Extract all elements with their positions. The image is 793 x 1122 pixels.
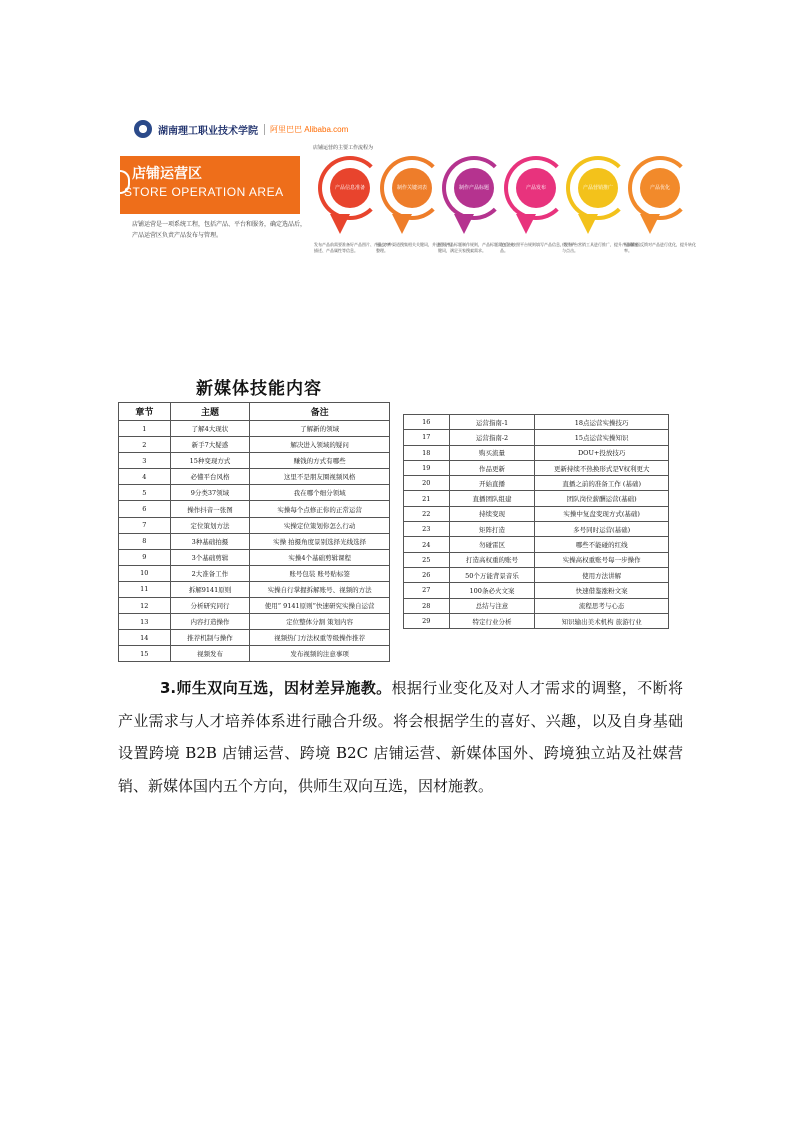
workflow-step xyxy=(438,156,514,276)
cell-topic: 购买流量 xyxy=(449,445,535,460)
table-row xyxy=(119,453,390,469)
cell-note: 实操中复盘变现方式(基础) xyxy=(535,506,669,521)
cell-topic: 2大准备工作 xyxy=(170,565,250,581)
step-arrow-icon xyxy=(454,214,474,234)
cell-topic: 新手7大疑惑 xyxy=(170,437,250,453)
step-label: 产品营销推广 xyxy=(578,168,618,208)
table-row xyxy=(404,583,669,598)
cell-note: 发布视频的注意事项 xyxy=(250,646,390,662)
cell-note: 定位整体分割 策划内容 xyxy=(250,614,390,630)
cell-note: 赚钱的方式有哪些 xyxy=(250,453,390,469)
cell-topic: 拆解9141原则 xyxy=(170,581,250,597)
table-row xyxy=(119,614,390,630)
logo-row xyxy=(134,120,348,138)
step-arrow-icon xyxy=(330,214,350,234)
paragraph-lead: 3.师生双向互选，因材差异施教。 xyxy=(160,679,392,697)
cell-topic: 持续变现 xyxy=(449,506,535,521)
cell-topic: 矩阵打造 xyxy=(449,522,535,537)
cell-chapter: 11 xyxy=(119,581,171,597)
table-row xyxy=(119,485,390,501)
table-row xyxy=(119,581,390,597)
cell-topic: 运营指南-1 xyxy=(449,415,535,430)
step-arrow-icon xyxy=(516,214,536,234)
table-row xyxy=(404,476,669,491)
store-operation-banner xyxy=(120,96,696,376)
cell-topic: 3种基础拍摄 xyxy=(170,533,250,549)
cell-note: 多号同时运营(基础) xyxy=(535,522,669,537)
cell-chapter: 23 xyxy=(404,522,450,537)
cell-chapter: 2 xyxy=(119,437,171,453)
table-row xyxy=(404,598,669,613)
banner-description: 店铺运营是一项系统工程，包括产品、平台和服务，确定选品后，产品运营区负责产品发布与管理。 xyxy=(132,222,307,239)
cell-chapter: 13 xyxy=(119,614,171,630)
cell-topic: 运营指南-2 xyxy=(449,430,535,445)
step-label: 产品信息准备 xyxy=(330,168,370,208)
table-title: 新媒体技能内容 xyxy=(196,379,322,399)
cell-topic: 必懂平台风格 xyxy=(170,469,250,485)
table-row xyxy=(404,537,669,552)
step-label: 产品优化 xyxy=(640,168,680,208)
step-label: 产品发布 xyxy=(516,168,556,208)
table-row xyxy=(404,445,669,460)
table-row xyxy=(119,598,390,614)
workflow-step xyxy=(376,156,452,276)
cell-chapter: 6 xyxy=(119,501,171,517)
store-operation-box xyxy=(120,156,300,214)
cell-chapter: 17 xyxy=(404,430,450,445)
step-caption: 根据产品标题制作规则，产品标题需包含关键词，满足买家搜索需求。 xyxy=(438,242,514,253)
cell-chapter: 16 xyxy=(404,415,450,430)
cell-chapter: 24 xyxy=(404,537,450,552)
table-row xyxy=(404,491,669,506)
table-row xyxy=(404,430,669,445)
skills-table-right xyxy=(403,414,669,629)
cell-topic: 分析研究同行 xyxy=(170,598,250,614)
step-caption: 使用平台营销工具进行推广，提升产品曝光与点击。 xyxy=(562,242,638,253)
cell-note: 知识输出美术机构 旅游行业 xyxy=(535,613,669,628)
cell-topic: 50个万能背景音乐 xyxy=(449,567,535,582)
cell-chapter: 10 xyxy=(119,565,171,581)
step-arrow-icon xyxy=(578,214,598,234)
cell-note: 使用方法讲解 xyxy=(535,567,669,582)
cell-topic: 打造高权重的账号 xyxy=(449,552,535,567)
cell-note: 18点运营实操技巧 xyxy=(535,415,669,430)
cell-note: 15点运营实操知识 xyxy=(535,430,669,445)
cell-chapter: 14 xyxy=(119,630,171,646)
cell-note: 使用” 9141原则”快速研究实操自运营 xyxy=(250,598,390,614)
cell-chapter: 19 xyxy=(404,460,450,475)
cell-chapter: 18 xyxy=(404,445,450,460)
cell-chapter: 9 xyxy=(119,549,171,565)
step-caption: 在后台按照平台规则填写产品信息，发布产品。 xyxy=(500,242,576,253)
cell-chapter: 1 xyxy=(119,421,171,437)
table-row xyxy=(404,506,669,521)
step-label: 制作关键词表 xyxy=(392,168,432,208)
cell-note: 实操自行掌握拆解账号、视频的方法 xyxy=(250,581,390,597)
table-row xyxy=(404,552,669,567)
cell-topic: 操作抖音一张图 xyxy=(170,501,250,517)
alibaba-logo: 阿里巴巴 Alibaba.com xyxy=(264,124,348,135)
cell-note: 哪些不能碰的红线 xyxy=(535,537,669,552)
cell-topic: 9分类37领域 xyxy=(170,485,250,501)
header-chapter: 章节 xyxy=(119,403,171,421)
header-note: 备注 xyxy=(250,403,390,421)
workflow-step xyxy=(314,156,390,276)
cell-chapter: 25 xyxy=(404,552,450,567)
cell-note: 团队岗位薪酬运营(基础) xyxy=(535,491,669,506)
cell-chapter: 12 xyxy=(119,598,171,614)
cell-chapter: 7 xyxy=(119,517,171,533)
cell-note: DOU+投放技巧 xyxy=(535,445,669,460)
school-name: 湖南理工职业技术学院 xyxy=(158,125,258,137)
table-row xyxy=(119,630,390,646)
cell-topic: 3个基础剪辑 xyxy=(170,549,250,565)
cell-topic: 开始直播 xyxy=(449,476,535,491)
cell-note: 快速借鉴涨粉文案 xyxy=(535,583,669,598)
cell-chapter: 29 xyxy=(404,613,450,628)
cell-note: 实操高权重账号每一步操作 xyxy=(535,552,669,567)
box-title: 店铺运营区 xyxy=(132,165,202,181)
cell-topic: 直播团队组建 xyxy=(449,491,535,506)
table-row xyxy=(119,437,390,453)
table-row xyxy=(119,421,390,437)
cell-chapter: 27 xyxy=(404,583,450,598)
cell-chapter: 15 xyxy=(119,646,171,662)
cell-chapter: 22 xyxy=(404,506,450,521)
cell-note: 实操 拍摄角度景别选择光线选择 xyxy=(250,533,390,549)
cell-note: 实操定位策划你怎么行动 xyxy=(250,517,390,533)
table-row xyxy=(119,469,390,485)
cell-note: 了解新的领域 xyxy=(250,421,390,437)
cell-chapter: 28 xyxy=(404,598,450,613)
table-row xyxy=(404,460,669,475)
cell-note: 视频热门方法权重等级操作推荐 xyxy=(250,630,390,646)
cell-chapter: 8 xyxy=(119,533,171,549)
step-arrow-icon xyxy=(640,214,660,234)
box-subtitle: STORE OPERATION AREA xyxy=(124,185,284,199)
cell-note: 实操4个基础剪辑课程 xyxy=(250,549,390,565)
cell-chapter: 3 xyxy=(119,453,171,469)
step-arrow-icon xyxy=(392,214,412,234)
cell-note: 我在哪个细分领域 xyxy=(250,485,390,501)
step-caption: 发布产品前需要准备好产品图片、产品文字描述、产品属性等信息。 xyxy=(314,242,390,253)
paragraph-body: 根据行业变化及对人才需求的调整，不断将产业需求与人才培养体系进行融合升级。将会根据学生的喜好、兴趣，以及自身基础设置跨境 B2B 店铺运营、跨境 B2C 店铺运营、新媒体国外、跨境独立站及社媒营销、新媒体国内五个方向，供师生双向互选，因材施教。 xyxy=(118,679,683,795)
diagram-title: 店铺运营的主要工作流程为 xyxy=(313,145,374,151)
cell-topic: 定位策划方法 xyxy=(170,517,250,533)
table-row xyxy=(404,567,669,582)
step-label: 制作产品标题 xyxy=(454,168,494,208)
cell-note: 账号包装 账号贴标签 xyxy=(250,565,390,581)
workflow-step xyxy=(562,156,638,276)
table-header-row xyxy=(119,403,390,421)
workflow-step xyxy=(500,156,576,276)
cell-chapter: 5 xyxy=(119,485,171,501)
cell-note: 直播之前的准备工作 (基础) xyxy=(535,476,669,491)
school-seal-icon xyxy=(134,120,152,138)
header-topic: 主题 xyxy=(170,403,250,421)
cell-topic: 了解4大现状 xyxy=(170,421,250,437)
table-row xyxy=(404,613,669,628)
cell-note: 流程思考与心态 xyxy=(535,598,669,613)
cell-note: 实操每个点修正你的正常运营 xyxy=(250,501,390,517)
step-caption: 根据数据反馈对产品进行优化，提升转化率。 xyxy=(624,242,696,253)
cell-topic: 内容打造操作 xyxy=(170,614,250,630)
table-row xyxy=(404,415,669,430)
cell-note: 更新持续不热换形式是V权利更大 xyxy=(535,460,669,475)
table-row xyxy=(119,549,390,565)
cell-note: 解决进入领域的疑问 xyxy=(250,437,390,453)
cell-topic: 15种变现方式 xyxy=(170,453,250,469)
cell-topic: 视频发布 xyxy=(170,646,250,662)
table-row xyxy=(119,565,390,581)
skills-table-left xyxy=(118,402,390,662)
cell-topic: 推荐机制与操作 xyxy=(170,630,250,646)
table-row xyxy=(119,646,390,662)
cell-chapter: 21 xyxy=(404,491,450,506)
cell-chapter: 26 xyxy=(404,567,450,582)
cell-topic: 100条必火文案 xyxy=(449,583,535,598)
cell-note: 这里不是朋友圈视频风格 xyxy=(250,469,390,485)
cell-topic: 特定行业分析 xyxy=(449,613,535,628)
table-row xyxy=(119,517,390,533)
body-paragraph xyxy=(118,672,683,802)
cell-chapter: 4 xyxy=(119,469,171,485)
cell-topic: 勿碰雷区 xyxy=(449,537,535,552)
cell-chapter: 20 xyxy=(404,476,450,491)
table-row xyxy=(119,533,390,549)
table-row xyxy=(119,501,390,517)
cell-topic: 作品更新 xyxy=(449,460,535,475)
cell-topic: 总结与注意 xyxy=(449,598,535,613)
table-row xyxy=(404,522,669,537)
step-caption: 通过多种渠道搜集相关关键词，并进行分组整理。 xyxy=(376,242,452,253)
workflow-step xyxy=(624,156,698,276)
